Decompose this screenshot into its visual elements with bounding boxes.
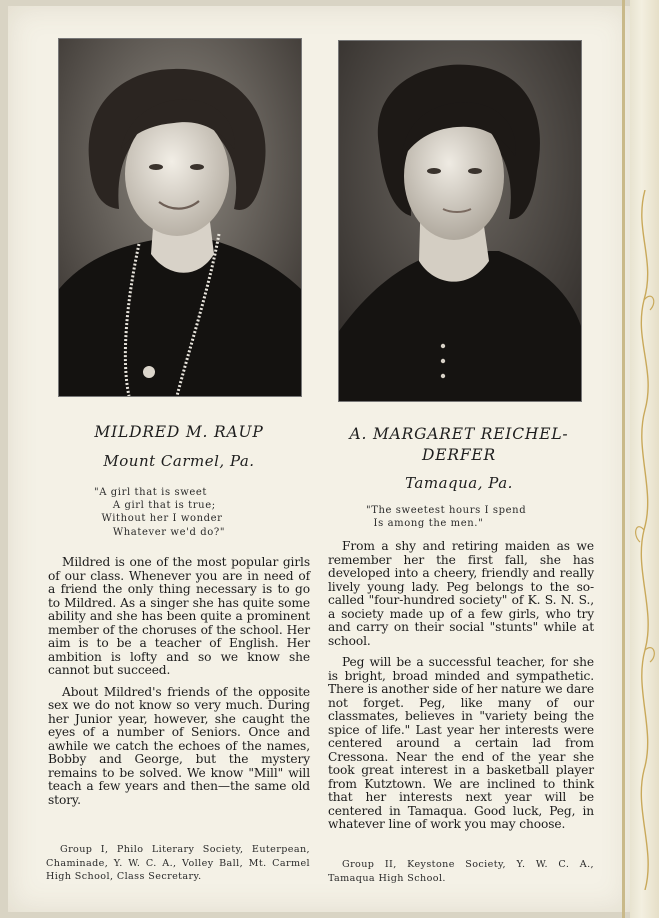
activities-left xyxy=(46,843,310,884)
student-name-left: MILDRED M. RAUP xyxy=(94,423,264,441)
activities-text: Group I, Philo Literary Society, Euterpean, Chaminade, Y. W. C. A., Volley Ball, Mt. Carmel High School, Class Secretary. xyxy=(46,844,310,882)
ornament-vine xyxy=(632,190,658,890)
quote-left: "A girl that is sweet A girl that is true; Without her I wonder Whatever we'd do?" xyxy=(94,487,226,538)
biography-paragraph: From a shy and retiring maiden as we remember her the first fall, she has developed into a cheery, friendly and really lively young lady. Peg belongs to the so-called "four-hundred society" of K. S. N. S., a society made up of a few girls, who try and carry on their social "stunts" while at school. xyxy=(328,539,594,648)
biography-paragraph: About Mildred's friends of the opposite sex we do not know so very much. During her Junior year, however, she caught the eyes of a number of Seniors. Once and awhile we catch the echoes of the names, Bobby and George, but the mystery remains to be solved. We know "Mill" will teach a few years and then—the same old story. xyxy=(48,684,310,807)
biography-right xyxy=(328,540,594,840)
portrait-photo-margaret-reichelderfer xyxy=(338,40,582,402)
biography-paragraph: Peg will be a successful teacher, for she is bright, broad minded and sympathetic. There is another side of her nature we dare not forget. Peg, like many of our classmates, believes in "variety being the spice of life." Last year her interests were centered around a certain lad from Cressona. Near the end of the year she took great interest in a basketball player from Kutztown. We are inclined to think that her interests next year will be centered in Tamaqua. Good luck, Peg, in whatever line of work you may choose. xyxy=(328,655,594,831)
biography-paragraph: Mildred is one of the most popular girls of our class. Whenever you are in need of a friend the only thing necessary is to go to Mildred. As a singer she has quite some ability and she has been quite a prominent member of the choruses of the school. Her aim is to be a teacher of English. Her ambition is lofty and so we know she cannot but succeed. xyxy=(48,555,310,677)
quote-right: "The sweetest hours I spend Is among the men." xyxy=(366,505,527,530)
biography-left xyxy=(48,556,310,815)
hometown-right: Tamaqua, Pa. xyxy=(405,474,513,492)
activities-right xyxy=(328,858,594,885)
student-name-right: A. MARGARET REICHEL-DERFER xyxy=(349,425,569,464)
hometown-left: Mount Carmel, Pa. xyxy=(103,452,255,470)
portrait-photo-mildred-raup xyxy=(58,38,302,397)
activities-text: Group II, Keystone Society, Y. W. C. A., Tamaqua High School. xyxy=(328,859,594,884)
page-fold xyxy=(622,0,625,918)
